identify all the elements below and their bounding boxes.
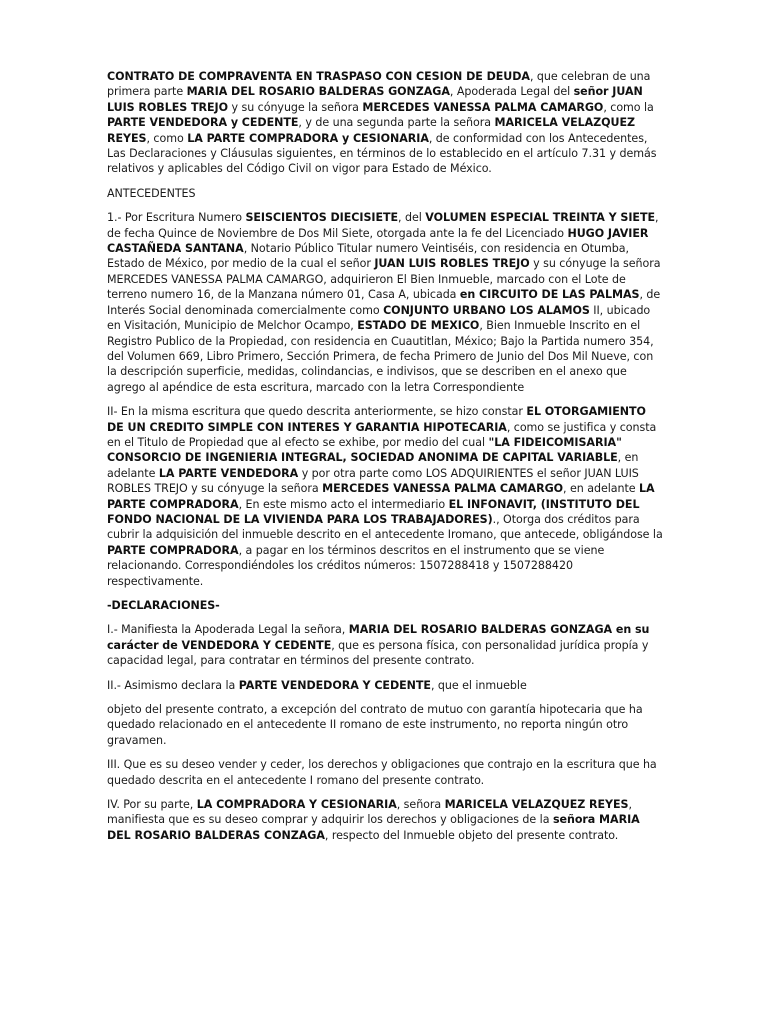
bold-text-run: MARICELA VELAZQUEZ REYES	[444, 798, 629, 812]
document-paragraph	[107, 702, 663, 748]
document-paragraph	[107, 757, 663, 788]
bold-text-run: VOLUMEN ESPECIAL TREINTA Y SIETE	[425, 211, 655, 225]
bold-text-run: MARIA DEL ROSARIO BALDERAS GONZAGA	[186, 85, 450, 99]
document-paragraph	[107, 678, 663, 693]
text-run: II, ubicado en Visitación, Municipio de Melchor Ocampo,	[107, 303, 651, 333]
bold-text-run: EL INFONAVIT, (INSTITUTO DEL FONDO NACIONAL DE LA VIVIENDA PARA LOS TRABAJADORES)	[107, 497, 640, 526]
bold-text-run: PARTE VENDEDORA y CEDENTE	[107, 116, 299, 130]
bold-text-run: EL OTORGAMIENTO DE UN CREDITO SIMPLE CON INTERES Y GARANTIA HIPOTECARIA	[107, 405, 646, 434]
text-run: , en adelante	[107, 451, 639, 480]
bold-text-run: PARTE COMPRADORA	[107, 543, 239, 557]
bold-text-run: señora MARIA DEL ROSARIO BALDERAS CONZAGA	[107, 813, 640, 842]
text-run: ANTECEDENTES	[107, 186, 196, 200]
bold-text-run: -DECLARACIONES-	[107, 599, 220, 612]
text-run: , del	[398, 211, 426, 225]
text-run: III. Que es su deseo vender y ceder, los derechos y obligaciones que contrajo en la escritura que ha quedado descrita en el antecedente I romano del presente contrato.	[107, 758, 657, 787]
text-run: , En este mismo acto el intermediario	[238, 497, 449, 511]
text-run: IV. Por su parte,	[107, 798, 197, 812]
document-paragraph	[107, 598, 663, 613]
bold-text-run: "LA FIDEICOMISARIA" CONSORCIO DE INGENIERIA INTEGRAL, SOCIEDAD ANONIMA DE CAPITAL VARIABLE	[107, 435, 622, 465]
bold-text-run: MARIA DEL ROSARIO BALDERAS GONZAGA en su carácter de VENDEDORA Y CEDENTE	[107, 623, 650, 652]
bold-text-run: SEISCIENTOS DIECISIETE	[245, 211, 399, 225]
text-run: , de Interés Social denominada comercialmente como	[107, 288, 661, 317]
text-run: , que el inmueble	[430, 678, 527, 692]
bold-text-run: LA PARTE COMPRADORA	[107, 482, 655, 511]
text-run: , Apoderada Legal del	[449, 85, 574, 99]
document-body	[107, 69, 663, 852]
bold-text-run: ESTADO DE MEXICO	[357, 319, 480, 333]
bold-text-run: LA PARTE COMPRADORA y CESIONARIA	[187, 131, 429, 145]
text-run: , y de una segunda parte la señora	[298, 116, 495, 130]
bold-text-run: LA PARTE VENDEDORA	[158, 466, 299, 480]
bold-text-run: JUAN LUIS ROBLES TREJO	[374, 257, 530, 271]
bold-text-run: MERCEDES VANESSA PALMA CAMARGO	[362, 100, 604, 114]
document-paragraph	[107, 622, 663, 668]
text-run: II- En la misma escritura que quedo descrita anteriormente, se hizo constar	[107, 405, 527, 419]
bold-text-run: MERCEDES VANESSA PALMA CAMARGO	[322, 482, 564, 496]
text-run: , señora	[396, 798, 445, 812]
document-paragraph	[107, 210, 663, 395]
text-run: , Notario Público Titular numero Veintiséis, con residencia en Otumba, Estado de México, por medio de la cual el señor	[107, 242, 629, 271]
bold-text-run: HUGO JAVIER CASTAÑEDA SANTANA	[107, 226, 649, 256]
text-run: , de conformidad con los Antecedentes, Las Declaraciones y Cláusulas siguientes, en términos de lo establecido en el artículo 7.31 y demás relativos y aplicables del Código Civil on vigor para Estado de México.	[107, 131, 657, 176]
text-run: , como	[146, 131, 188, 145]
text-run: , en adelante	[563, 482, 640, 496]
text-run: y su cónyuge la señora	[228, 100, 363, 114]
text-run: , manifiesta que es su deseo comprar y adquirir los derechos y obligaciones de la	[107, 798, 632, 827]
bold-text-run: MARICELA VELAZQUEZ REYES	[107, 116, 636, 145]
text-run: objeto del presente contrato, a excepción del contrato de mutuo con garantía hipotecaria que ha quedado relacionado en el antecedente II romano de este instrumento, no reporta ningún otro gravamen.	[107, 703, 643, 747]
text-run: , a pagar en los términos descritos en el instrumento que se viene relacionando. Correspondiéndoles los créditos números: 1507288418 y 1507288420 respectivamente.	[107, 543, 605, 588]
bold-text-run: PARTE VENDEDORA Y CEDENTE	[238, 678, 431, 692]
bold-text-run: señor JUAN LUIS ROBLES TREJO	[107, 85, 643, 114]
text-run: I.- Manifiesta la Apoderada Legal la señora,	[107, 623, 349, 637]
text-run: , respecto del Inmueble objeto del presente contrato.	[324, 828, 619, 842]
text-run: ., Otorga dos créditos para cubrir la adquisición del inmueble descrito en el antecedente Iromano, que antecede, obligándose la	[107, 512, 663, 542]
bold-text-run: CONTRATO DE COMPRAVENTA EN TRASPASO CON CESION DE DEUDA	[107, 70, 530, 83]
text-run: , como se justifica y consta en el Titulo de Propiedad que al efecto se exhibe, por medio del cual	[107, 420, 657, 449]
document-paragraph	[107, 797, 663, 843]
text-run: 1.- Por Escritura Numero	[107, 211, 246, 225]
text-run: , que es persona física, con personalidad jurídica propía y capacidad legal, para contratar en términos del presente contrato.	[107, 638, 649, 668]
text-run: y por otra parte como LOS ADQUIRIENTES el señor JUAN LUIS ROBLES TREJO y su cónyuge la señora	[107, 466, 639, 496]
text-run: y su cónyuge la señora MERCEDES VANESSA PALMA CAMARGO, adquirieron El Bien Inmueble, marcado con el Lote de terreno numero 16, de la Manzana número 01, Casa A, ubicada	[107, 257, 661, 302]
text-run: II.- Asimismo declara la	[107, 678, 239, 692]
bold-text-run: en CIRCUITO DE LAS PALMAS	[459, 288, 640, 302]
document-paragraph	[107, 404, 663, 589]
bold-text-run: CONJUNTO URBANO LOS ALAMOS	[383, 303, 590, 317]
text-run: , como la	[603, 100, 654, 114]
text-run: , que celebran de una primera parte	[107, 70, 651, 99]
document-paragraph	[107, 186, 663, 201]
text-run: , de fecha Quince de Noviembre de Dos Mil Siete, otorgada ante la fe del Licenciado	[107, 211, 659, 240]
text-run: , Bien Inmueble Inscrito en el Registro Publico de la Propiedad, con residencia en Cuautitlan, México; Bajo la Partida numero 354, del Volumen 669, Libro Primero, Sección Primera, de fecha Primero de Junio del Dos Mil Nueve, con la descripción superficie, medidas, colindancias, e indivisos, que se describen en el anexo que agrego al apéndice de esta escritura, marcado con la letra Correspondiente	[107, 319, 654, 394]
document-paragraph	[107, 69, 663, 177]
bold-text-run: LA COMPRADORA Y CESIONARIA	[196, 798, 397, 812]
